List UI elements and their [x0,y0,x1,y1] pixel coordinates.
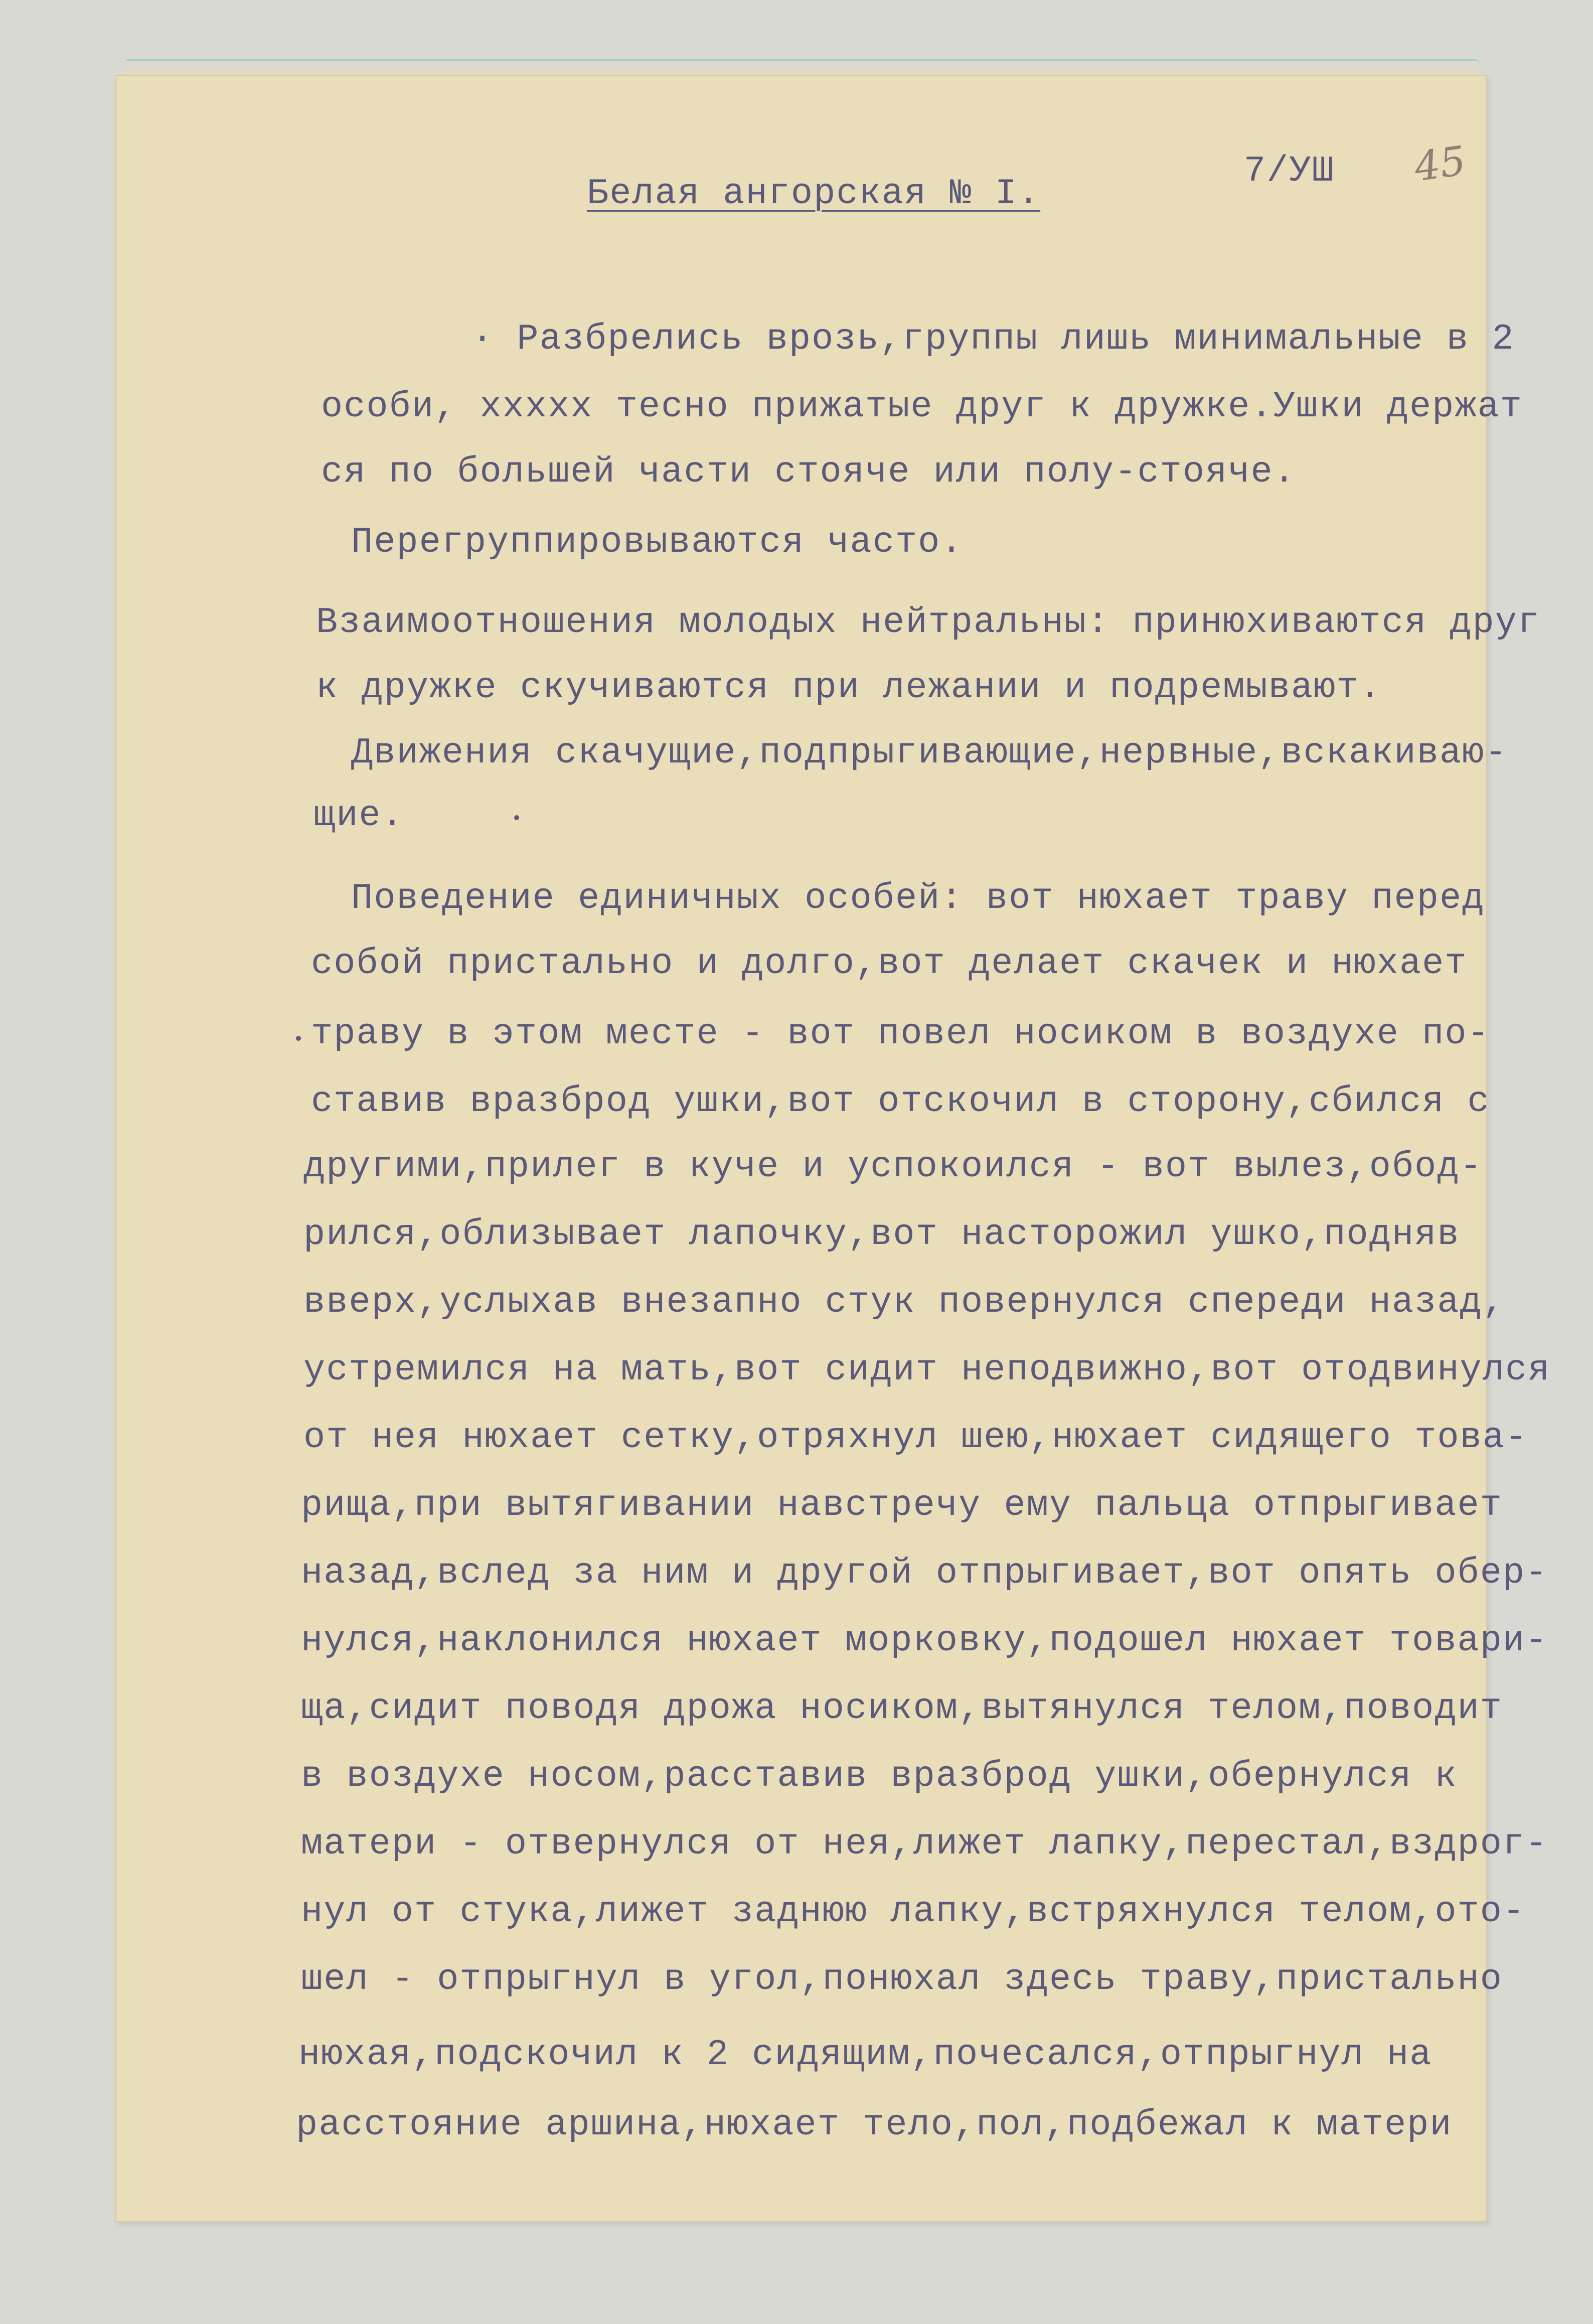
text-line: ся по большей части стояче или полу-стояче. [321,451,1296,493]
text-line: собой пристально и долго,вот делает скачек и нюхает [311,943,1468,984]
text-line: траву в этом месте - вот повел носиком в воздухе по- [311,1013,1490,1054]
text-line: · Разбрелись врозь,группы лишь минимальные в 2 [471,319,1515,360]
text-line: нюхая,подскочил к 2 сидящим,почесался,отпрыгнул на [298,2034,1432,2075]
text-line: особи, xxxxx тесно прижатые друг к дружке.Ушки держат [321,386,1523,427]
text-line: нул от стука,лижет заднюю лапку,встряхнулся телом,ото- [301,1891,1526,1932]
text-line: ставив вразброд ушки,вот отскочил в сторону,сбился с [311,1081,1490,1122]
document-title: Белая ангорская № I. [587,173,1041,214]
ink-dot [514,815,519,820]
text-line: матери - отвернулся от нея,лижет лапку,перестал,вздрог- [301,1823,1548,1865]
text-line: другими,прилег в куче и успокоился - вот вылез,обод- [303,1146,1483,1187]
text-line: расстояние аршина,нюхает тело,пол,подбежал к матери [296,2104,1453,2145]
text-line: к дружке скучиваются при лежании и подремывают. [316,667,1382,708]
text-line: ща,сидит поводя дрожа носиком,вытянулся телом,поводит [301,1688,1503,1729]
text-line: вверх,услыхав внезапно стук повернулся спереди назад, [303,1282,1505,1323]
text-line: рища,при вытягивании навстречу ему пальца отпрыгивает [301,1485,1503,1526]
text-line: от нея нюхает сетку,отряхнул шею,нюхает сидящего това- [303,1417,1528,1458]
text-line: нулся,наклонился нюхает морковку,подошел нюхает товари- [301,1620,1548,1661]
text-line: назад,вслед за ним и другой отпрыгивает,вот опять обер- [301,1553,1548,1594]
text-line: Перегруппировываются часто. [351,522,964,563]
text-line: Взаимоотношения молодых нейтральны: принюхиваются друг [316,602,1541,643]
text-line: Движения скачущие,подпрыгивающие,нервные,вскакиваю- [351,732,1508,773]
ink-dot [296,1036,301,1041]
text-line: в воздухе носом,расставив вразброд ушки,обернулся к [301,1756,1458,1797]
document-date: 7/УШ [1244,150,1335,192]
text-line: рился,облизывает лапочку,вот насторожил ушко,подняв [303,1214,1460,1255]
text-line: щие. [313,795,404,836]
text-line: Поведение единичных особей: вот нюхает траву перед [351,878,1485,919]
text-line: устремился на мать,вот сидит неподвижно,вот отодвинулся [303,1349,1551,1390]
text-line: шел - отпрыгнул в угол,понюхал здесь траву,пристально [301,1959,1503,2000]
page-number: 45 [1411,137,1469,191]
